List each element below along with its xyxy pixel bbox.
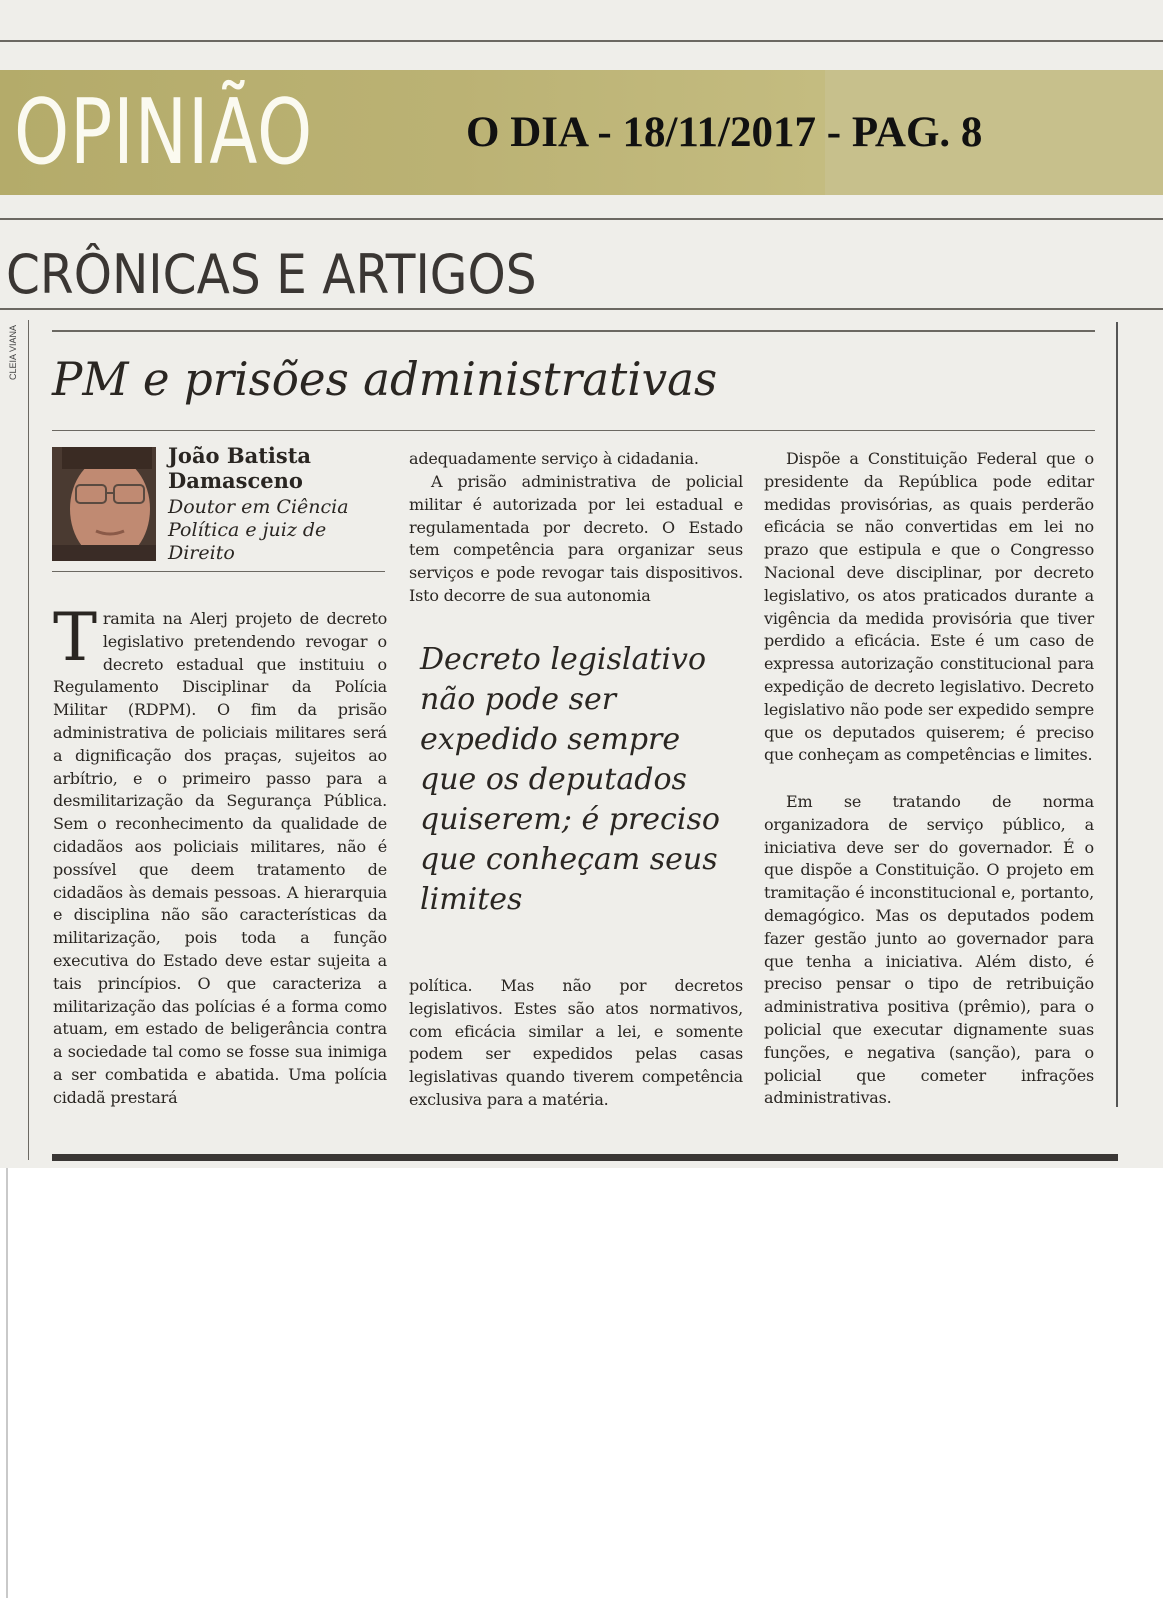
subsection-bottom-rule: [0, 308, 1163, 310]
pull-quote: Decreto legislativo não pode ser expedido sempre que os deputados quiserem; é preciso que conheçam seus limites: [420, 642, 720, 917]
column-3-p1: Dispõe a Constituição Federal que o presidente da República pode editar medidas provisórias, as quais perderão eficácia se não convertidas em lei no prazo que estipula e que o Congresso Nacional deve disciplinar, por decreto legislativo, os atos praticados durante a vigência da medida provisória que tiver perdido a eficácia. Este é um caso de expressa autorização constitucional para expedição de decreto legislativo. Decreto legislativo não pode ser expedido sempre que os deputados quiserem; é preciso que conheçam as competências e limites.: [764, 449, 1094, 765]
column-1-body: ramita na Alerj projeto de decreto legislativo pretendendo revogar o decreto estadual que instituiu o Regulamento Disciplinar da Polícia Militar (RDPM). O fim da prisão administrativa de policiais militares será a dignificação dos praças, sujeitos ao arbítrio, e o primeiro passo para a desmilitarização da Segurança Pública. Sem o reconhecimento da qualidade de cidadãos aos policiais militares, não é possível que deem tratamento de cidadãos às demais pessoas. A hierarquia e disciplina não são características da militarização, pois toda a função executiva do Estado deve estar sujeita a tais princípios. O que caracteriza a militarização das polícias é a forma como atuam, em estado de beligerância contra a sociedade tal como se fosse sua inimiga a ser combatida e abatida. Uma polícia cidadã prestará: [53, 609, 387, 1107]
banner-bottom-rule: [0, 218, 1163, 220]
subsection-title: CRÔNICAS E ARTIGOS: [6, 243, 537, 306]
left-margin-rule: [28, 320, 29, 1160]
bottom-thick-rule: [52, 1154, 1118, 1161]
author-role: Doutor em Ciência Política e juiz de Direito: [168, 496, 349, 564]
section-banner: [0, 70, 1163, 195]
right-margin-rule: [1116, 322, 1118, 1107]
drop-cap: T: [53, 599, 97, 676]
column-3-p2: Em se tratando de norma organizadora de serviço público, a iniciativa deve ser do governador. É o que dispõe a Constituição. O projeto em tramitação é inconstitucional e, portanto, demagógico. Mas os deputados podem fazer gestão junto ao governador para que tenha a iniciativa. Além disto, é preciso pensar o tipo de retribuição administrativa positiva (prêmio), para o policial que executar dignamente suas funções, e negativa (sanção), para o policial que cometer infrações administrativas.: [764, 792, 1094, 1108]
column-2-top-p1: adequadamente serviço à cidadania.: [409, 449, 699, 468]
author-photo: [52, 447, 156, 561]
photo-credit: CLEIA VIANA: [8, 324, 18, 380]
left-scan-edge: [6, 1168, 8, 1598]
column-1-text: [53, 599, 387, 1110]
author-portrait-icon: [52, 447, 156, 561]
source-citation: O DIA - 18/11/2017 - PAG. 8: [466, 109, 983, 156]
author-name: João Batista Damasceno: [168, 443, 312, 493]
column-2-bottom: política. Mas não por decretos legislativos. Estes são atos normativos, com eficácia similar a lei, e somente podem ser expedidos pelas casas legislativas quando tiverem competência exclusiva para a matéria.: [409, 976, 743, 1109]
article-headline: PM e prisões administrativas: [52, 352, 718, 406]
headline-bottom-rule: [52, 430, 1095, 431]
headline-top-rule: [52, 330, 1095, 332]
section-title: OPINIÃO: [14, 80, 314, 185]
top-rule: [0, 40, 1163, 42]
column-2-top-p2: A prisão administrativa de policial militar é autorizada por lei estadual e regulamentada por decreto. O Estado tem competência para organizar seus serviços e pode revogar tais dispositivos. Isto decorre de sua autonomia: [409, 472, 743, 605]
byline-rule: [52, 571, 385, 572]
